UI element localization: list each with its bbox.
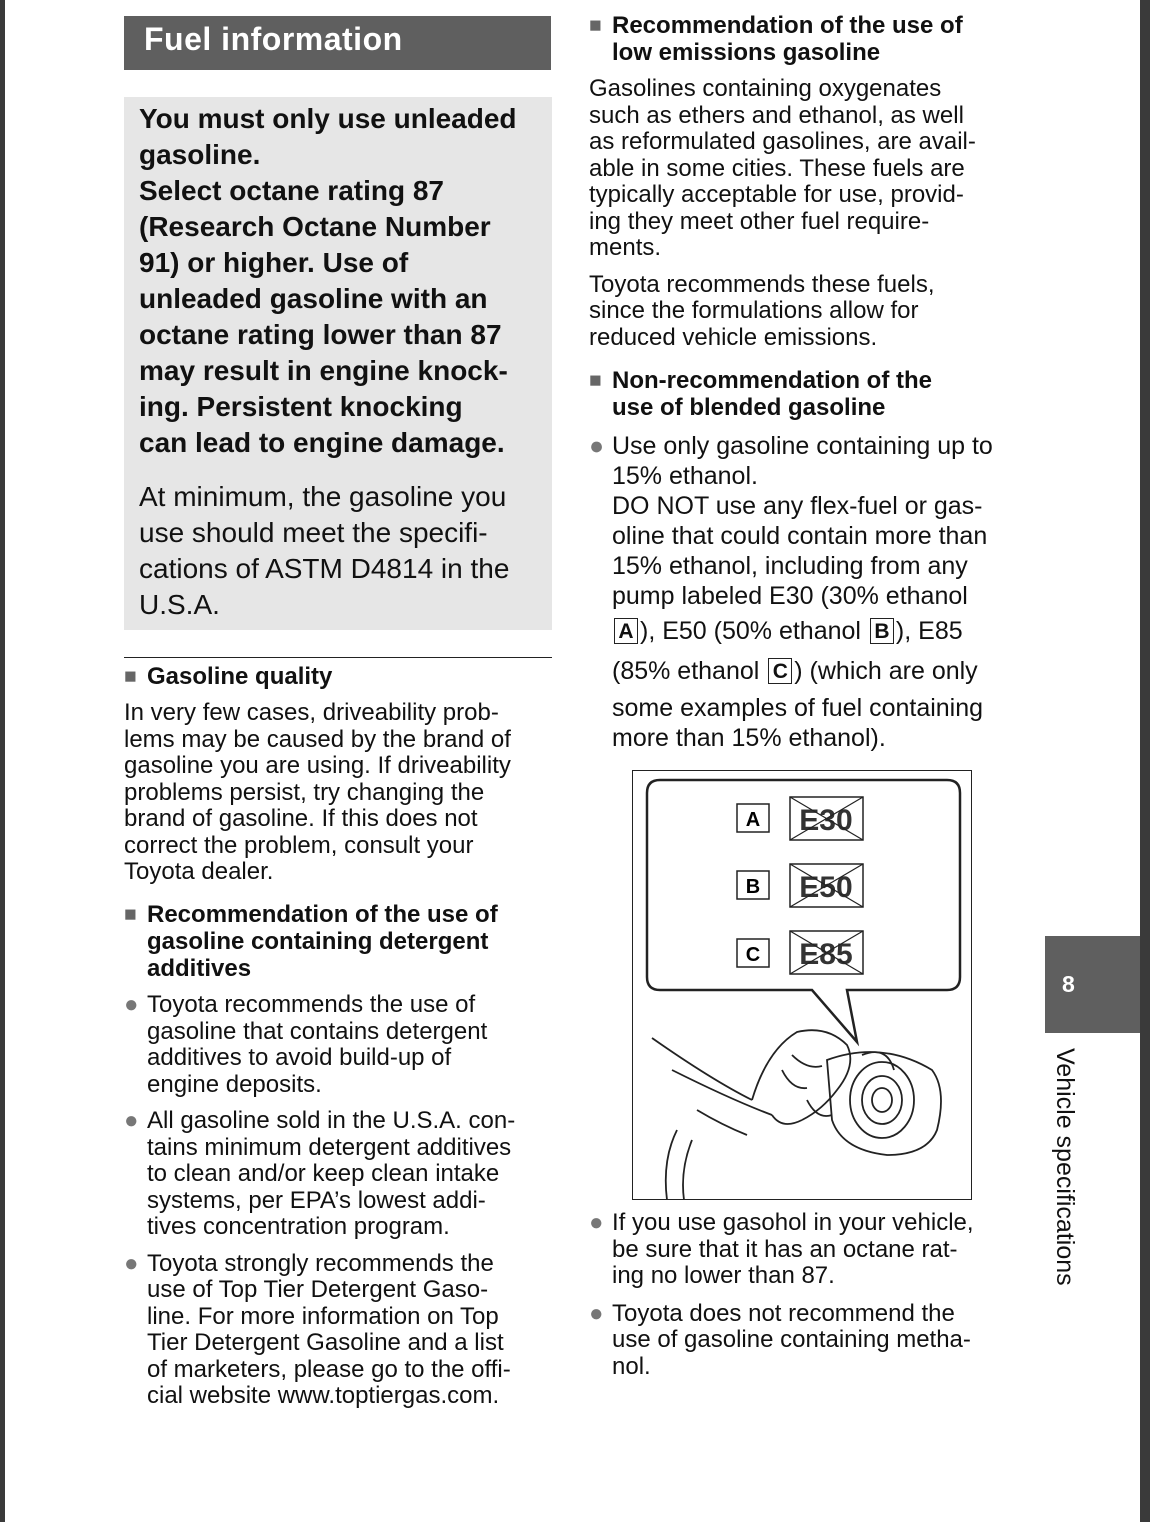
low-emissions-heading: ■ Recommendation of the use of low emissions gasoline (589, 12, 963, 66)
figure-label-c: C (745, 944, 761, 966)
list-item: ● All gasoline sold in the U.S.A. con- tains minimum detergent additives to clean and/or keep clean intake systems, per EPA’s lowest addi- tives concentration program. (124, 1107, 516, 1240)
figure-fuel-e30: E30 (799, 804, 853, 837)
figure-label-a: A (745, 809, 761, 831)
page-title: Fuel information (124, 16, 551, 70)
square-bullet-icon: ■ (124, 903, 137, 926)
gasoline-quality-section (124, 663, 554, 886)
figure-label-b: B (745, 876, 761, 898)
circle-bullet-icon: ● (589, 432, 605, 460)
warning-box (124, 97, 552, 630)
low-emissions-para-2: Toyota recommends these fuels, since the formulations allow for reduced vehicle emissions. (589, 270, 935, 351)
figure-fuel-e50: E50 (799, 871, 853, 904)
chapter-tab[interactable] (1045, 936, 1140, 1033)
fuel-pump-illustration (632, 770, 972, 1200)
label-box-a: A (614, 618, 638, 644)
list-item: ● Toyota recommends the use of gasoline that contains detergent additives to avoid build-up of engine deposits. (124, 991, 488, 1098)
page-edge-right (1140, 0, 1150, 1522)
list-item: ● Toyota does not recommend the use of gasoline containing metha- nol. (589, 1299, 971, 1380)
low-emissions-para-1: Gasolines containing oxygenates such as ethers and ethanol, as well as reformulated gasolines, are avail- able in some cities. These fuels are typically acceptable for use, provid- ing they meet other fuel require- ments. (589, 75, 976, 261)
blended-section (589, 367, 1029, 753)
square-bullet-icon: ■ (589, 14, 602, 37)
list-item: ● Use only gasoline containing up to 15% ethanol. DO NOT use any flex-fuel or gas- oline that could contain more than 15% ethanol, including from any pump labeled E30 (30% ethanol (589, 432, 993, 610)
circle-bullet-icon: ● (124, 1107, 139, 1134)
square-bullet-icon: ■ (589, 369, 602, 392)
detergent-section (124, 901, 554, 1410)
detergent-heading: ■ Recommendation of the use of gasoline containing detergent additives (124, 901, 498, 982)
chapter-label: Vehicle specifications (1051, 1048, 1079, 1286)
label-box-c: C (768, 658, 792, 684)
list-item: ● Toyota strongly recommends the use of Top Tier Detergent Gaso- line. For more information on Top Tier Detergent Gasoline and a list of marketers, please go to the offi- cial website www.toptiergas.com. (124, 1249, 511, 1409)
circle-bullet-icon: ● (124, 1249, 139, 1277)
circle-bullet-icon: ● (124, 991, 139, 1018)
gasoline-quality-text: In very few cases, driveability prob- lems may be caused by the brand of gasoline you are using. If driveability problems persist, try changing the brand of gasoline. If this does not correct the problem, consult your Toyota dealer. (124, 699, 511, 885)
figure-fuel-e85: E85 (799, 938, 853, 971)
circle-bullet-icon: ● (589, 1209, 604, 1236)
inline-label-line-ab: A ), E50 (50% ethanol B ), E85 (612, 611, 1029, 651)
page-edge-left (0, 0, 5, 1522)
blended-tail-text: some examples of fuel containing more than 15% ethanol). (612, 694, 984, 752)
section-divider (124, 657, 552, 658)
warning-bold-text: You must only use unleaded gasoline. Select octane rating 87 (Research Octane Number 91) or higher. Use of unleaded gasoline with an octane rating lower than 87 may result in engine knock- ing. Persistent knocking can lead to engine damage. (139, 103, 517, 458)
final-bullets-section (589, 1210, 1029, 1380)
list-item: ● If you use gasohol in your vehicle, be sure that it has an octane rat- ing no lower than 87. (589, 1209, 974, 1289)
square-bullet-icon: ■ (124, 665, 137, 688)
label-box-b: B (870, 618, 894, 644)
low-emissions-section (589, 12, 1029, 351)
warning-normal-text: At minimum, the gasoline you use should meet the specifi- cations of ASTM D4814 in the U.S.A. (139, 481, 510, 620)
inline-label-line-c: (85% ethanol C ) (which are only (612, 656, 978, 685)
blended-heading: ■ Non-recommendation of the use of blended gasoline (589, 367, 933, 421)
gasoline-quality-heading: ■ Gasoline quality (124, 663, 333, 690)
chapter-number: 8 (1062, 971, 1075, 997)
circle-bullet-icon: ● (589, 1299, 604, 1327)
